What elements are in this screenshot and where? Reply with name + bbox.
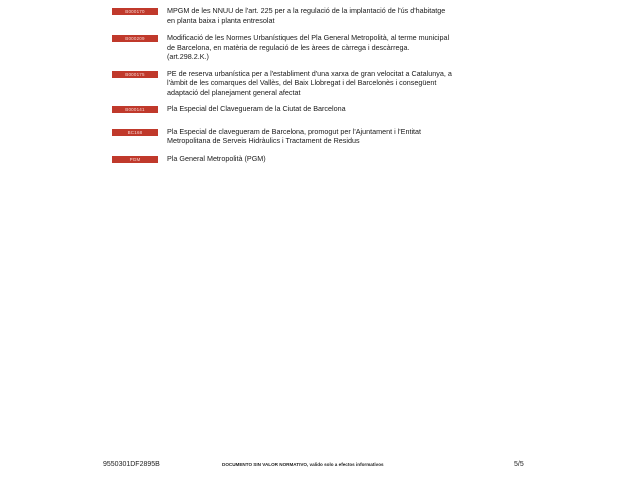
list-item: [112, 154, 452, 164]
plan-code-badge: B000141: [112, 106, 158, 113]
list-item: [112, 127, 452, 146]
list-item: [112, 104, 452, 114]
plan-code-badge: PGM: [112, 156, 158, 163]
footer-disclaimer: DOCUMENTO SIN VALOR NORMATIVO, valido solo a efectos informativos: [222, 462, 384, 467]
plan-code-badge: B000209: [112, 35, 158, 42]
plan-description: Pla Especial del Clavegueram de la Ciutat de Barcelona: [167, 104, 346, 113]
plan-description: Pla Especial de clavegueram de Barcelona, promogut per l'Ajuntament i l'Entitat Metropolitana de Serveis Hidràulics i Tractament de Residus: [167, 126, 422, 145]
plan-description: MPGM de les NNUU de l'art. 225 per a la regulació de la implantació de l'ús d'habitatge en planta baixa i planta entresolat: [167, 6, 446, 25]
list-item: [112, 33, 452, 62]
footer-cadastral-code: 9550301DF2895B: [103, 461, 160, 468]
plan-code-badge: BC168: [112, 129, 158, 136]
plan-description: PE de reserva urbanística per a l'establiment d'una xarxa de gran velocitat a Catalunya, a l'àmbit de les comarques del Vallès, del Baix Llobregat i del Barcelonès i consegüent adaptació del planejament general afectat: [167, 68, 452, 97]
plan-code-badge: B000170: [112, 8, 158, 15]
list-item: [112, 6, 452, 25]
list-item: [112, 69, 452, 98]
plan-code-badge: B000175: [112, 71, 158, 78]
plan-description: Modificació de les Normes Urbanístiques del Pla General Metropolità, al terme municipal de Barcelona, en matèria de regulació de les àrees de càrrega i descàrrega. (art.298.2.K.): [167, 33, 450, 61]
plan-description: Pla General Metropolità (PGM): [167, 153, 266, 163]
planning-entries-list: [112, 6, 452, 163]
footer-page-number: 5/5: [514, 461, 524, 468]
